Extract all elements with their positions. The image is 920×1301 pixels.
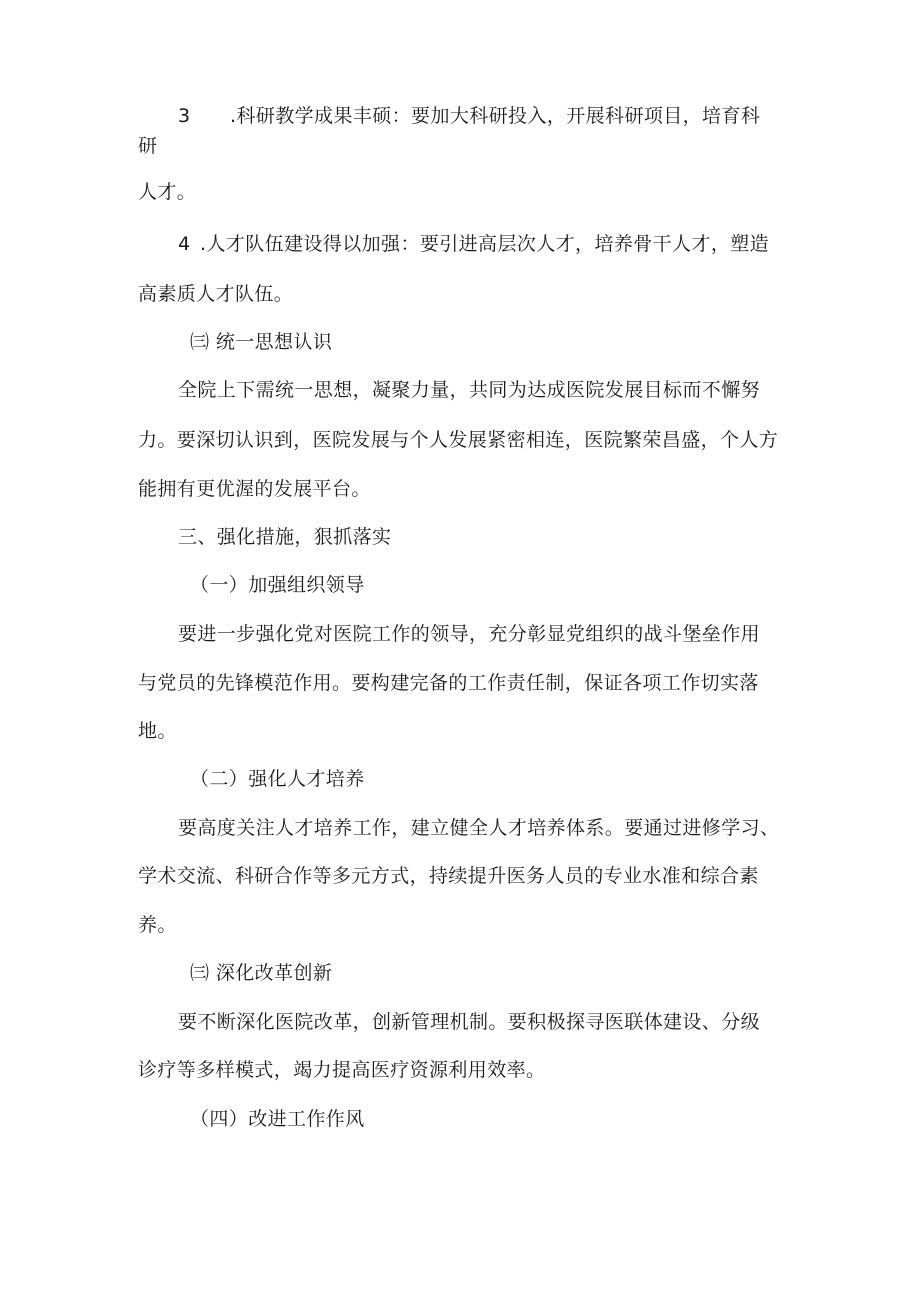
item4-text: .人才队伍建设得以加强：要引进高层次人才，培养骨干人才，塑造 <box>200 233 770 255</box>
heading-unify-thought: ㈢ 统一思想认识 <box>190 331 333 353</box>
sub3-heading: ㈢ 深化改革创新 <box>190 962 333 984</box>
sub4-heading: （四）改进工作作风 <box>190 1108 365 1130</box>
item4-line1 <box>178 232 769 256</box>
item3-line3: 人才。 <box>138 181 197 203</box>
sub3-line2: 诊疗等多样模式，竭力提高医疗资源利用效率。 <box>138 1059 546 1081</box>
item4-line2: 高素质人才队伍。 <box>138 283 294 305</box>
item4-number: 4 <box>178 233 191 255</box>
sub2-line3: 养。 <box>138 914 177 936</box>
sub3-line1: 要不断深化医院改革，创新管理机制。要积极探寻医联体建设、分级 <box>178 1011 761 1033</box>
sub1-heading: （一）加强组织领导 <box>190 574 365 596</box>
item3-number: 3 <box>178 105 191 127</box>
sub1-line3: 地。 <box>138 720 177 742</box>
sub1-line1: 要进一步强化党对医院工作的领导，充分彰显党组织的战斗堡垒作用 <box>178 623 761 645</box>
para-unify-line1: 全院上下需统一思想，凝聚力量，共同为达成医院发展目标而不懈努 <box>178 379 761 401</box>
item3-text: .科研教学成果丰硕：要加大科研投入，开展科研项目，培育科 <box>230 105 761 127</box>
item3-line1 <box>178 104 760 128</box>
item3-line2: 研 <box>138 135 158 157</box>
sub2-line1: 要高度关注人才培养工作，建立健全人才培养体系。要通过进修学习、 <box>178 817 780 839</box>
section3-heading: 三、强化措施，狠抓落实 <box>178 526 392 548</box>
para-unify-line3: 能拥有更优渥的发展平台。 <box>138 478 371 500</box>
sub2-line2: 学术交流、科研合作等多元方式，持续提升医务人员的专业水准和综合素 <box>138 865 759 887</box>
sub2-heading: （二）强化人才培养 <box>190 768 365 790</box>
sub1-line2: 与党员的先锋模范作用。要构建完备的工作责任制，保证各项工作切实落 <box>138 672 759 694</box>
para-unify-line2: 力。要深切认识到，医院发展与个人发展紧密相连，医院繁荣昌盛，个人方 <box>138 429 779 451</box>
